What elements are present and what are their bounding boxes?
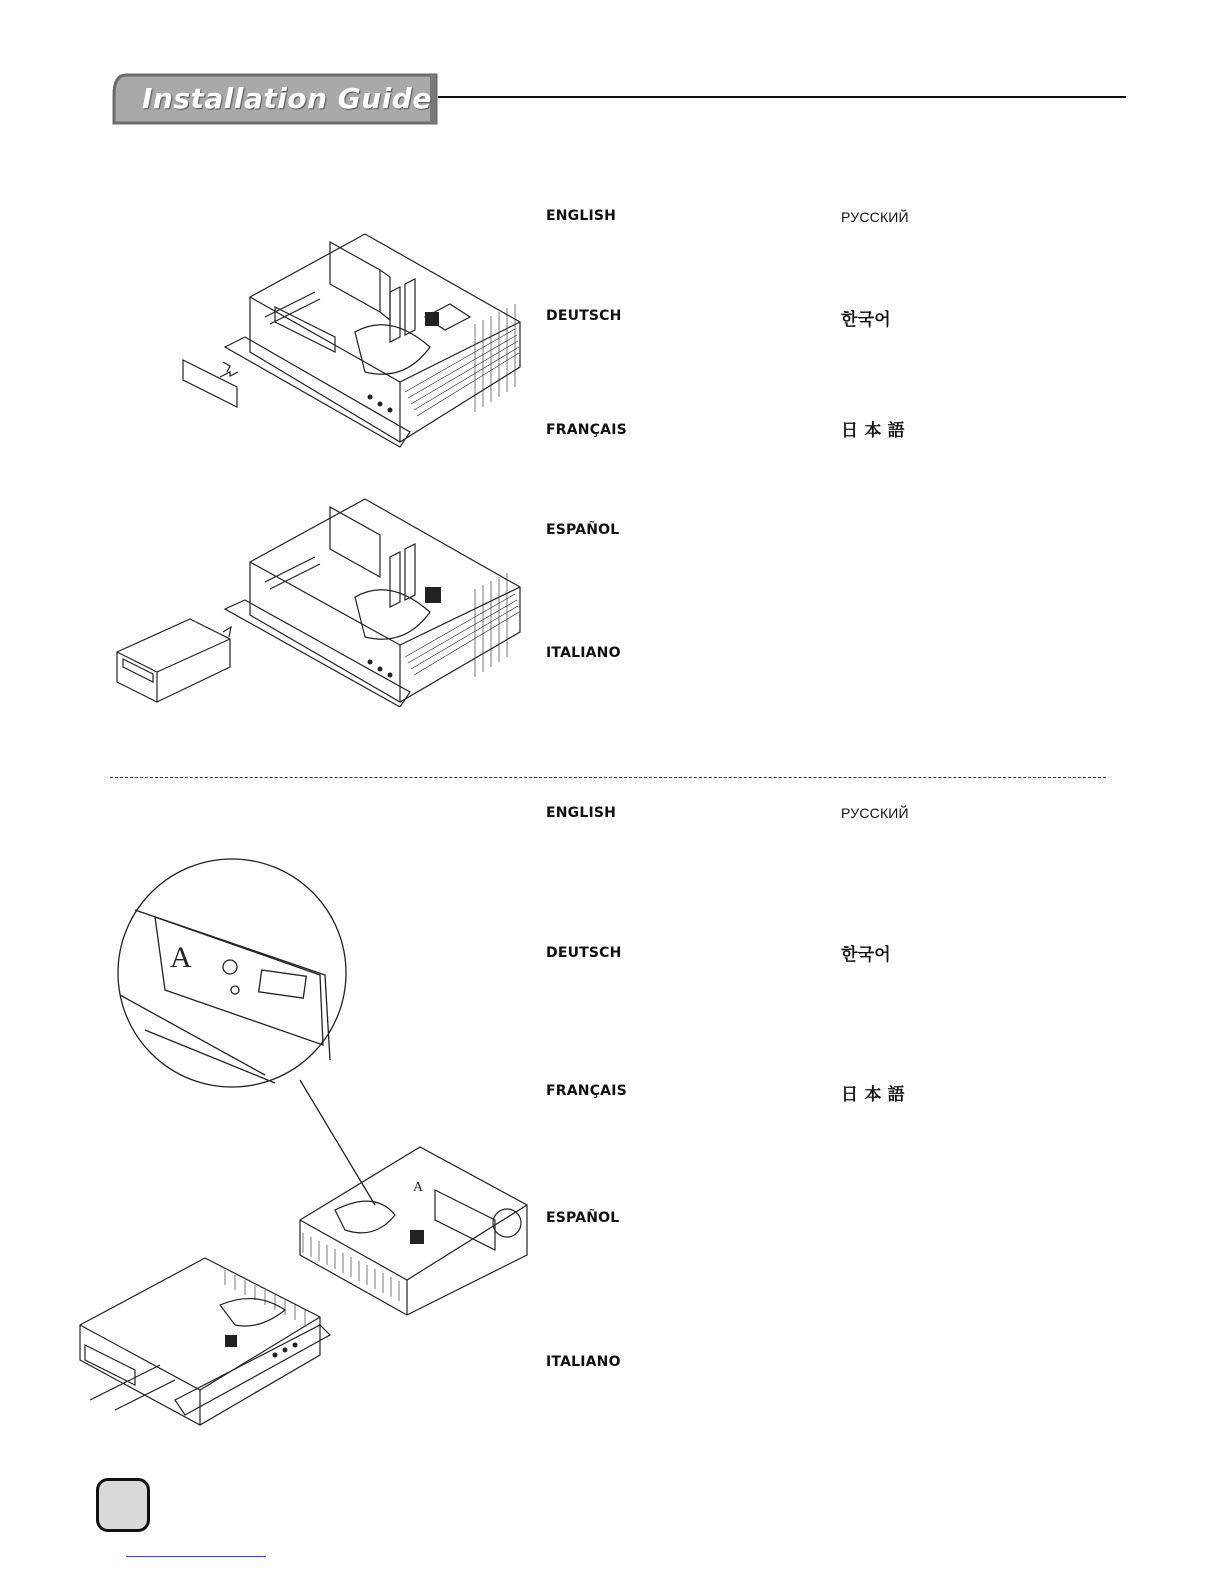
footer-link-underline[interactable] [126, 1556, 266, 1557]
lang-italiano-2: ITALIANO [546, 1354, 621, 1370]
header-rule [438, 96, 1126, 98]
lang-japanese-2: 日 本 語 [841, 1085, 905, 1105]
lang-italiano: ITALIANO [546, 645, 621, 661]
lang-english: ENGLISH [546, 208, 617, 224]
chassis-bezel-removal-illustration [175, 232, 525, 452]
lang-deutsch-2: DEUTSCH [546, 945, 622, 961]
callout-label-a: A [170, 941, 192, 974]
section-divider [110, 777, 1106, 778]
optical-drive-install-illustration [105, 497, 525, 707]
lang-russian-2: РУССКИЙ [841, 805, 909, 821]
lang-deutsch: DEUTSCH [546, 308, 622, 324]
front-panel-screw-illustration [75, 855, 535, 1435]
lang-japanese: 日 本 語 [841, 421, 905, 441]
page-number-badge [96, 1478, 150, 1532]
lang-russian: РУССКИЙ [841, 209, 909, 225]
lang-korean: 한국어 [841, 310, 891, 330]
page-title: Installation Guide [142, 82, 432, 115]
lang-francais: FRANÇAIS [546, 422, 627, 438]
lang-english-2: ENGLISH [546, 805, 617, 821]
lang-espanol: ESPAÑOL [546, 522, 620, 538]
lang-francais-2: FRANÇAIS [546, 1083, 627, 1099]
lang-korean-2: 한국어 [841, 945, 891, 965]
lang-espanol-2: ESPAÑOL [546, 1210, 620, 1226]
callout-label-a-small: A [413, 1180, 424, 1195]
